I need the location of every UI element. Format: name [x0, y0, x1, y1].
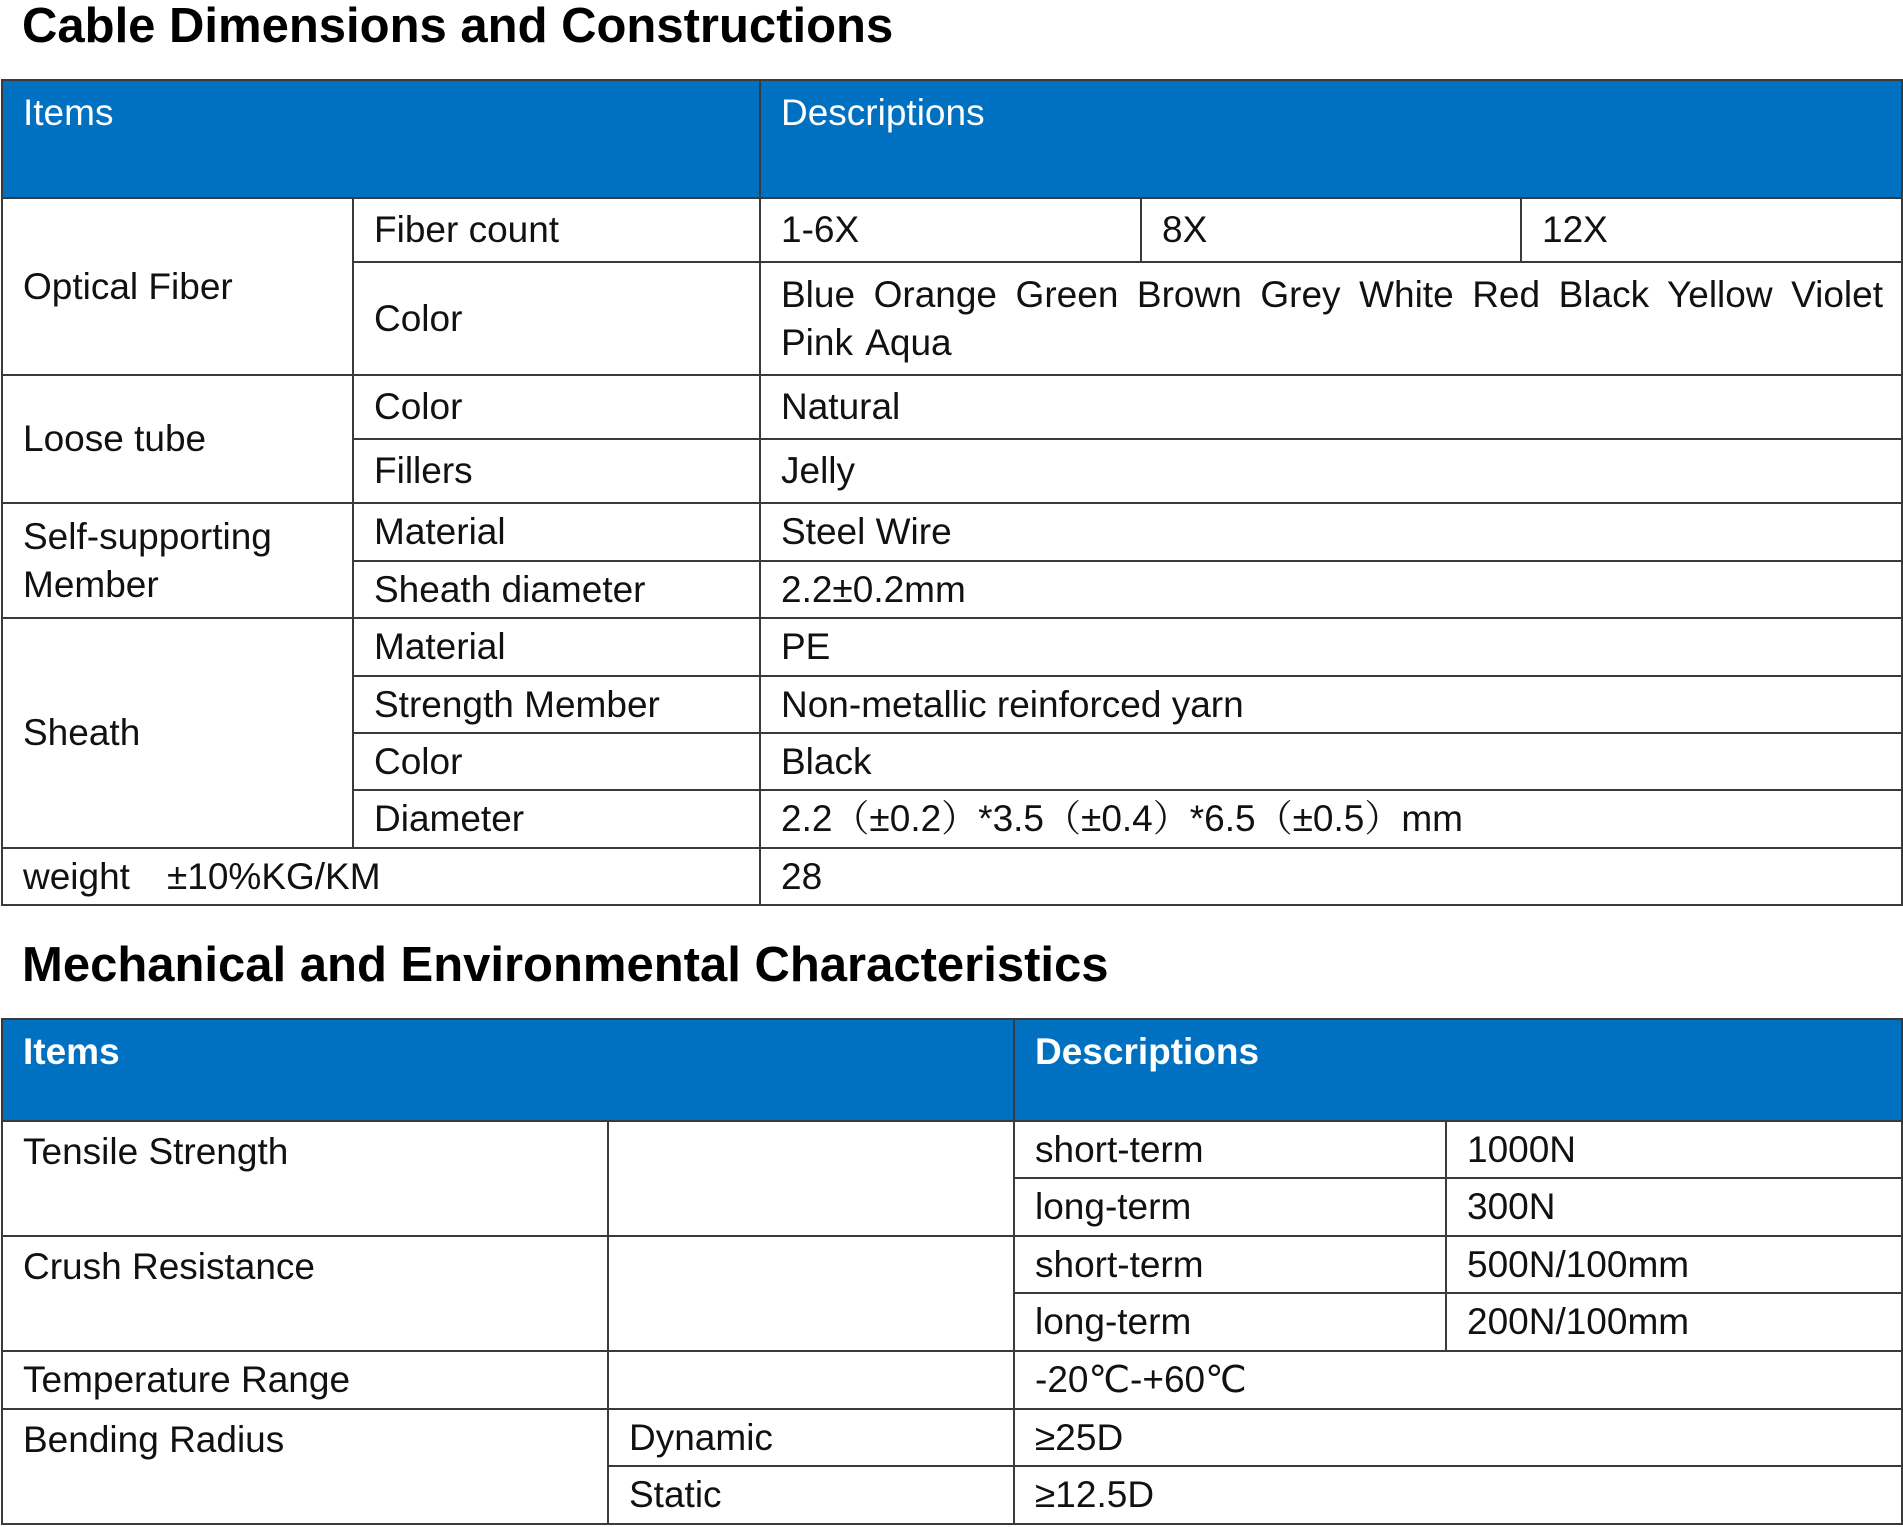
tensile-short-value: 1000N [1446, 1121, 1902, 1178]
loose-tube-label: Loose tube [2, 375, 353, 503]
sheath-material-label: Material [353, 618, 760, 676]
temperature-label: Temperature Range [2, 1351, 608, 1409]
sheath-diameter-label: Sheath diameter [353, 561, 760, 618]
table-row [2, 1121, 1902, 1178]
bending-dynamic-value: ≥25D [1014, 1409, 1902, 1466]
weight-value: 28 [760, 848, 1902, 905]
fiber-count-label: Fiber count [353, 198, 760, 262]
tensile-short-label: short-term [1014, 1121, 1446, 1178]
table-header-row [2, 80, 1902, 198]
bending-static-label: Static [608, 1466, 1014, 1524]
table-row [2, 1236, 1902, 1293]
strength-member-label: Strength Member [353, 676, 760, 733]
mechanical-table [1, 1018, 1903, 1525]
ss-material-label: Material [353, 503, 760, 561]
fiber-count-value: 12X [1521, 198, 1902, 262]
fiber-color-label: Color [353, 262, 760, 375]
section-title-cable-dimensions: Cable Dimensions and Constructions [22, 0, 894, 53]
ss-material-value: Steel Wire [760, 503, 1902, 561]
crush-long-label: long-term [1014, 1293, 1446, 1351]
table-row [2, 375, 1902, 439]
sheath-material-value: PE [760, 618, 1902, 676]
temperature-value: -20℃-+60℃ [1014, 1351, 1902, 1409]
empty-cell [608, 1121, 1014, 1236]
weight-label: weight ±10%KG/KM [2, 848, 760, 905]
tensile-label: Tensile Strength [2, 1121, 608, 1236]
bending-label: Bending Radius [2, 1409, 608, 1524]
header-items: Items [2, 1019, 1014, 1121]
header-items: Items [2, 80, 760, 198]
table-row [2, 1351, 1902, 1409]
table-row [2, 618, 1902, 676]
crush-long-value: 200N/100mm [1446, 1293, 1902, 1351]
diameter-label: Diameter [353, 790, 760, 848]
fiber-count-value: 1-6X [760, 198, 1141, 262]
sheath-label: Sheath [2, 618, 353, 848]
strength-member-value: Non-metallic reinforced yarn [760, 676, 1902, 733]
crush-short-value: 500N/100mm [1446, 1236, 1902, 1293]
fillers-value: Jelly [760, 439, 1902, 503]
table-row [2, 848, 1902, 905]
table-row [2, 503, 1902, 561]
loose-tube-color-value: Natural [760, 375, 1902, 439]
bending-static-value: ≥12.5D [1014, 1466, 1902, 1524]
crush-label: Crush Resistance [2, 1236, 608, 1351]
crush-short-label: short-term [1014, 1236, 1446, 1293]
empty-cell [608, 1351, 1014, 1409]
loose-tube-color-label: Color [353, 375, 760, 439]
optical-fiber-label: Optical Fiber [2, 198, 353, 375]
tensile-long-label: long-term [1014, 1178, 1446, 1236]
tensile-long-value: 300N [1446, 1178, 1902, 1236]
table-row [2, 198, 1902, 262]
cable-dimensions-table [1, 79, 1903, 906]
sheath-diameter-value: 2.2±0.2mm [760, 561, 1902, 618]
header-descriptions: Descriptions [760, 80, 1902, 198]
bending-dynamic-label: Dynamic [608, 1409, 1014, 1466]
header-descriptions: Descriptions [1014, 1019, 1902, 1121]
empty-cell [608, 1236, 1014, 1351]
fillers-label: Fillers [353, 439, 760, 503]
fiber-color-value: Blue Orange Green Brown Grey White Red Black Yellow Violet Pink Aqua [760, 262, 1902, 375]
fiber-count-value: 8X [1141, 198, 1521, 262]
sheath-color-label: Color [353, 733, 760, 790]
table-header-row [2, 1019, 1902, 1121]
diameter-value: 2.2（±0.2）*3.5（±0.4）*6.5（±0.5）mm [760, 790, 1902, 848]
self-supporting-label: Self-supporting Member [2, 503, 353, 618]
section-title-mechanical: Mechanical and Environmental Characteristics [22, 938, 1109, 992]
sheath-color-value: Black [760, 733, 1902, 790]
table-row [2, 1409, 1902, 1466]
